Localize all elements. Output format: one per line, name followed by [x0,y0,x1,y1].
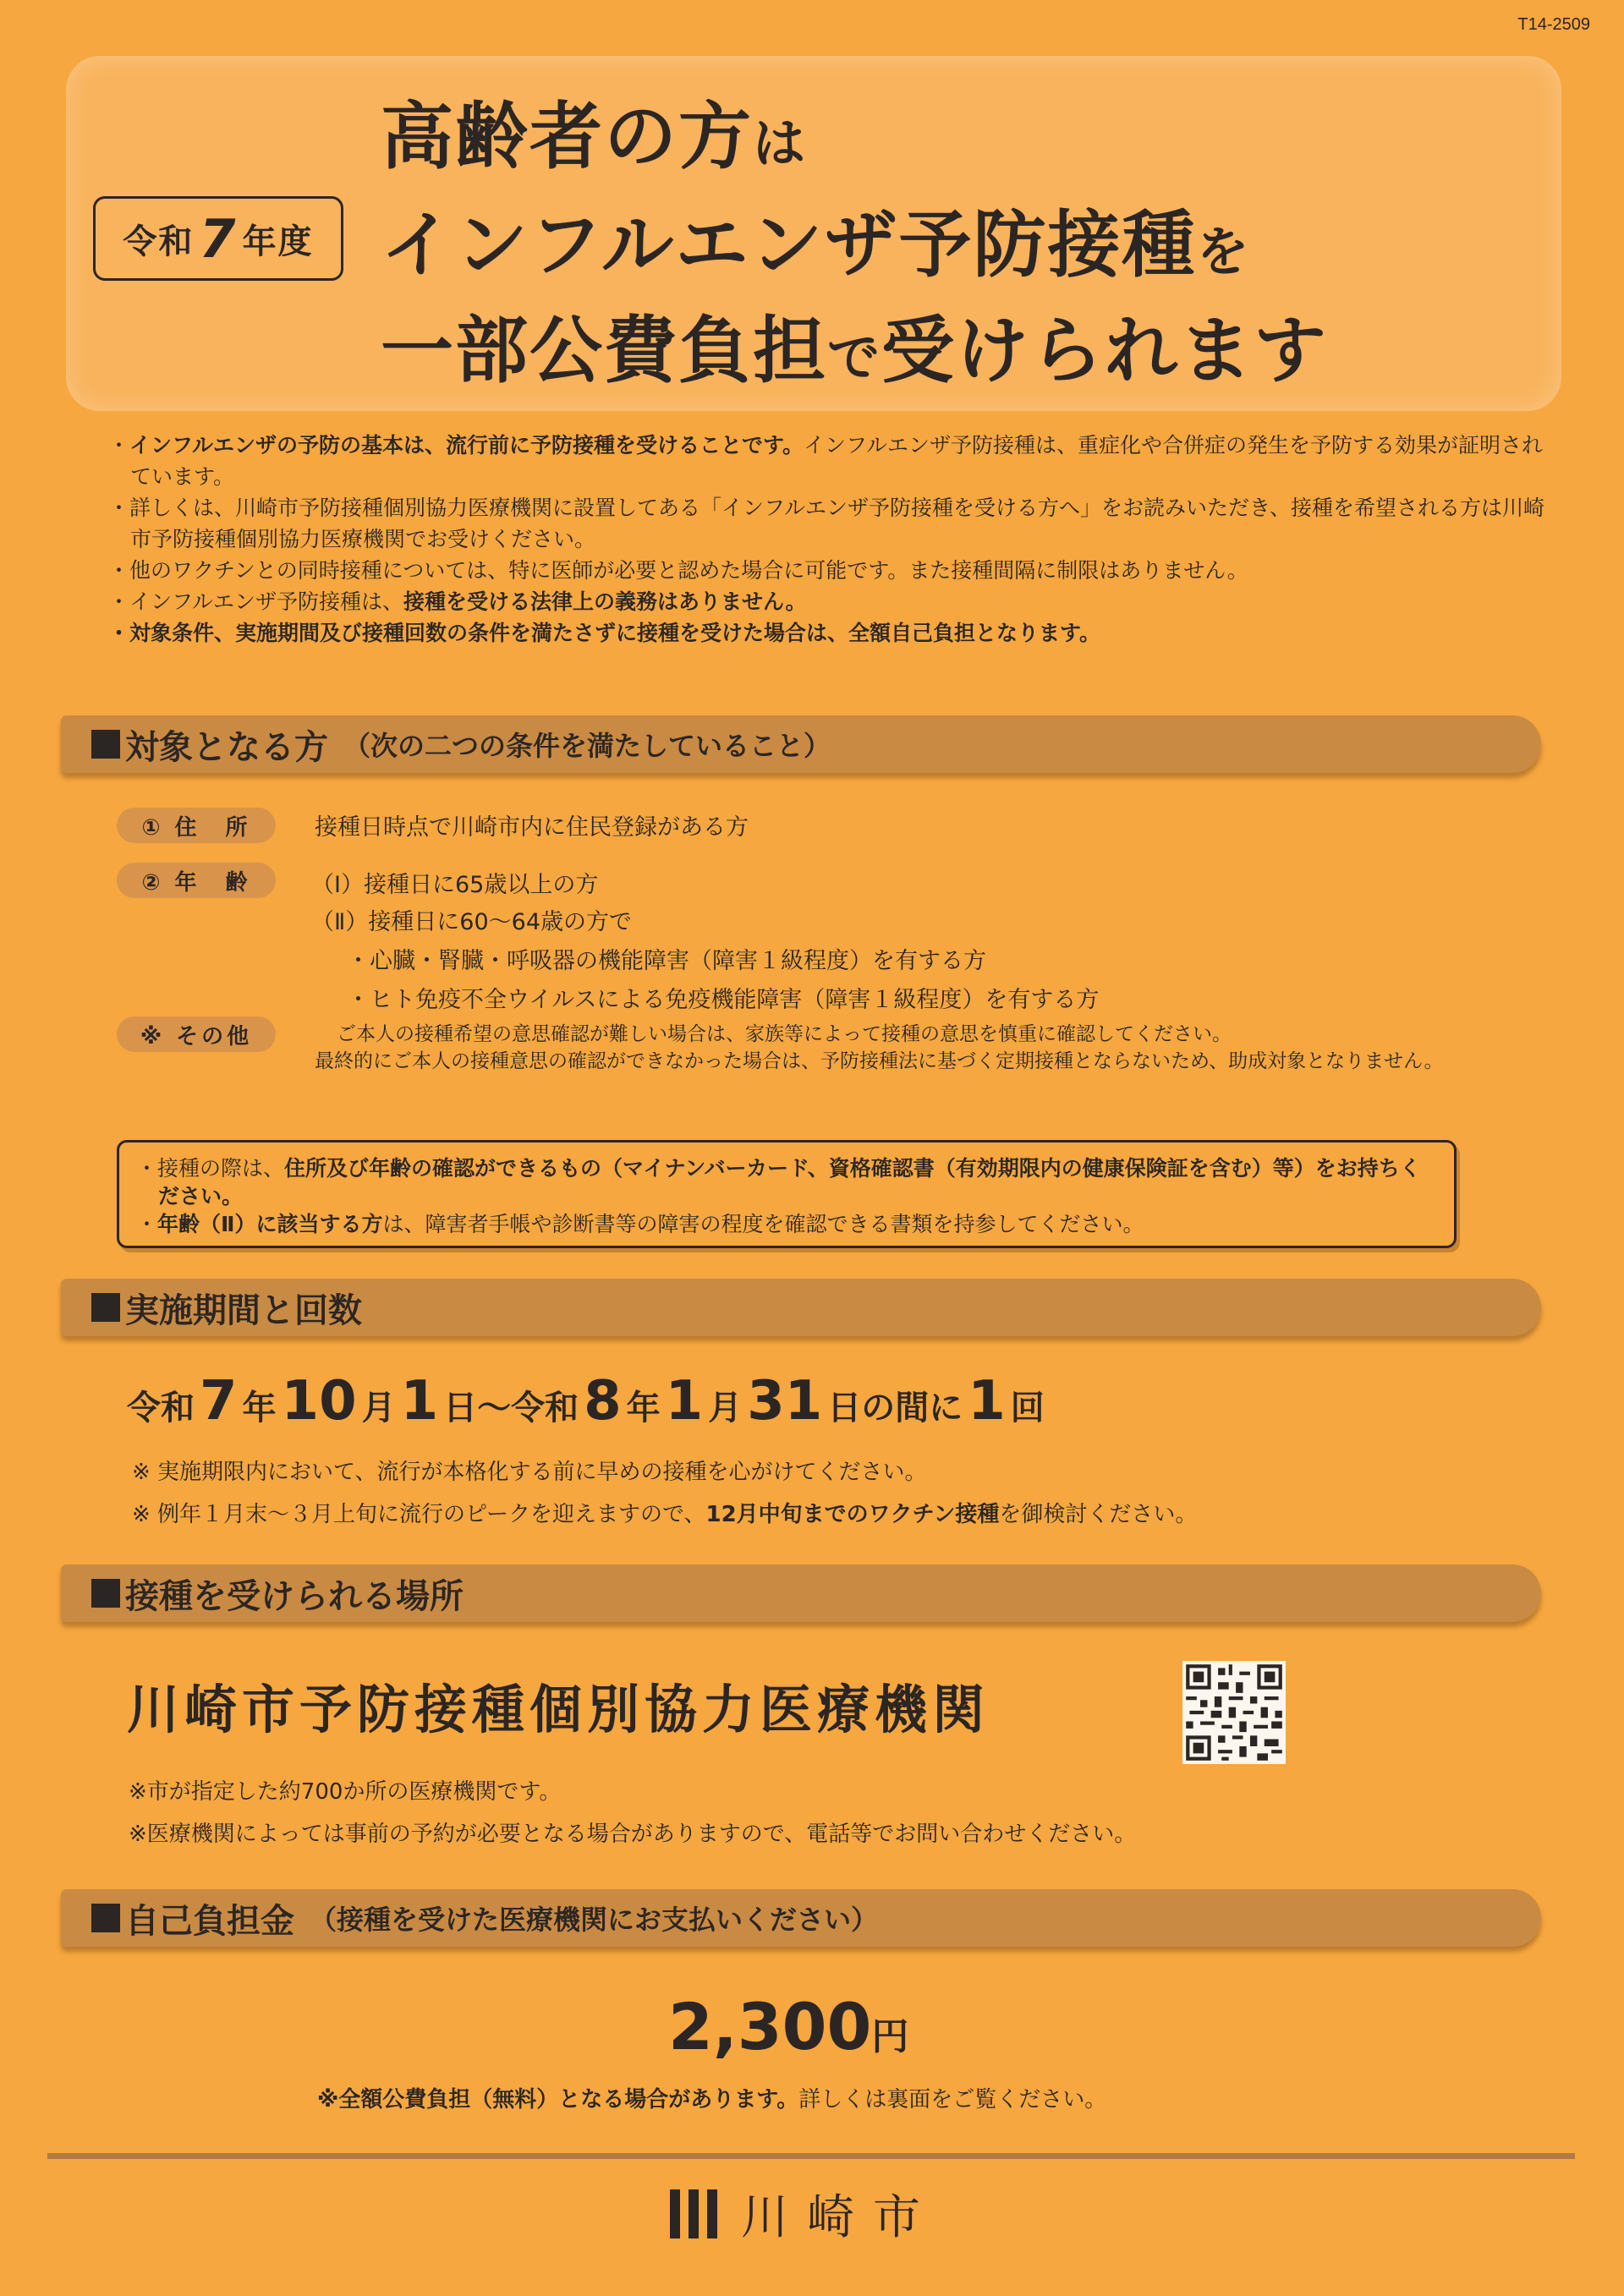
intro-item: ・ 詳しくは、川崎市予防接種個別協力医療機関に設置してある「インフルエンザ予防接種を受ける方へ」をお読みいただき、接種を希望される方は川崎市予防接種個別協力医療機関でお受けください。 [108,492,1546,555]
notice-item: ・ 年齢（Ⅱ）に該当する方は、障害者手帳や診断書等の障害の程度を確認できる書類を持参してください。 [136,1210,1437,1238]
other-note-line2: 最終的にご本人の接種意思の確認ができなかった場合は、予防接種法に基づく定期接種とならないため、助成対象となりません。 [315,1050,1444,1072]
title-line-1: 高齢者の方は [381,95,808,179]
age-condition-2a: ・心臓・腎臓・呼吸器の機能障害（障害１級程度）を有する方 [347,948,986,974]
location-note-2: ※医療機関によっては事前の予約が必要となる場合がありますので、電話等でお問い合わせください。 [129,1822,1137,1847]
badge-suffix: 年度 [242,222,314,261]
intro-item: ・ インフルエンザ予防接種は、接種を受ける法律上の義務はありません。 [108,586,1546,617]
title-line-2: インフルエンザ予防接種を [381,203,1251,288]
period-text: 令和7 年10 月1 日〜令和8 年1 月31 日の間に1 回 [127,1370,1045,1433]
footer-divider [47,2153,1575,2159]
intro-item: ・ インフルエンザの予防の基本は、流行前に予防接種を受けることです。インフルエンザ予防接種は、重症化や合併症の発生を予防する効果が証明されています。 [108,430,1546,492]
age-condition-1: （Ⅰ）接種日に65歳以上の方 [311,872,599,898]
period-note-1: ※ 実施期限内において、流行が本格化する前に早めの接種を心がけてください。 [132,1460,927,1485]
title-line-3: 一部公費負担で受けられます [381,309,1329,393]
age-condition-2: （Ⅱ）接種日に60〜64歳の方で [311,909,633,935]
section-header-location: 接種を受けられる場所 [61,1564,1541,1622]
address-condition: 接種日時点で川崎市内に住民登録がある方 [315,814,749,841]
qr-code-icon[interactable] [1182,1661,1286,1764]
location-note-1: ※市が指定した約700か所の医療機関です。 [129,1779,562,1805]
label-other: ※ その他 [117,1016,276,1052]
kawasaki-mark-icon [670,2189,717,2238]
clinic-name: 川崎市予防接種個別協力医療機関 [127,1679,990,1740]
badge-prefix: 令和 [123,222,195,261]
section-header-eligibility: 対象となる方 （次の二つの条件を満たしていること） [61,715,1541,773]
square-bullet-icon [91,1293,120,1322]
square-bullet-icon [91,1904,120,1932]
label-address: ① 住 所 [117,808,276,843]
fee-amount: 2,300円 [668,1989,909,2064]
section-header-fee: 自己負担金 （接種を受けた医療機関にお支払いください） [61,1889,1541,1947]
intro-item: ・ 他のワクチンとの同時接種については、特に医師が必要と認めた場合に可能です。また接種間隔に制限はありません。 [108,555,1546,586]
notice-item: ・ 接種の際は、住所及び年齢の確認ができるもの（マイナンバーカード、資格確認書（有効期限内の健康保険証を含む）等）をお持ちください。 [136,1154,1437,1210]
label-age: ② 年 齢 [117,863,276,898]
notice-box [117,1140,1457,1248]
city-logo [670,2180,939,2248]
fiscal-year-badge [93,196,343,281]
fee-note: ※全額公費負担（無料）となる場合があります。詳しくは裏面をご覧ください。 [317,2087,1107,2112]
intro-list [108,430,1546,649]
city-name: 川崎市 [741,2190,939,2245]
square-bullet-icon [91,730,120,759]
intro-item: ・ 対象条件、実施期間及び接種回数の条件を満たさずに接種を受けた場合は、全額自己負担となります。 [108,617,1546,649]
other-note-line1: ご本人の接種希望の意思確認が難しい場合は、家族等によって接種の意思を慎重に確認してください。 [337,1023,1232,1045]
age-condition-2b: ・ヒト免疫不全ウイルスによる免疫機能障害（障害１級程度）を有する方 [347,987,1100,1013]
badge-year: 7 [199,207,238,270]
square-bullet-icon [91,1579,120,1608]
period-note-2: ※ 例年１月末〜３月上旬に流行のピークを迎えますので、12月中旬までのワクチン接種を御検討ください。 [132,1502,1198,1527]
document-id: T14-2509 [1517,15,1590,34]
section-header-period: 実施期間と回数 [61,1279,1541,1336]
